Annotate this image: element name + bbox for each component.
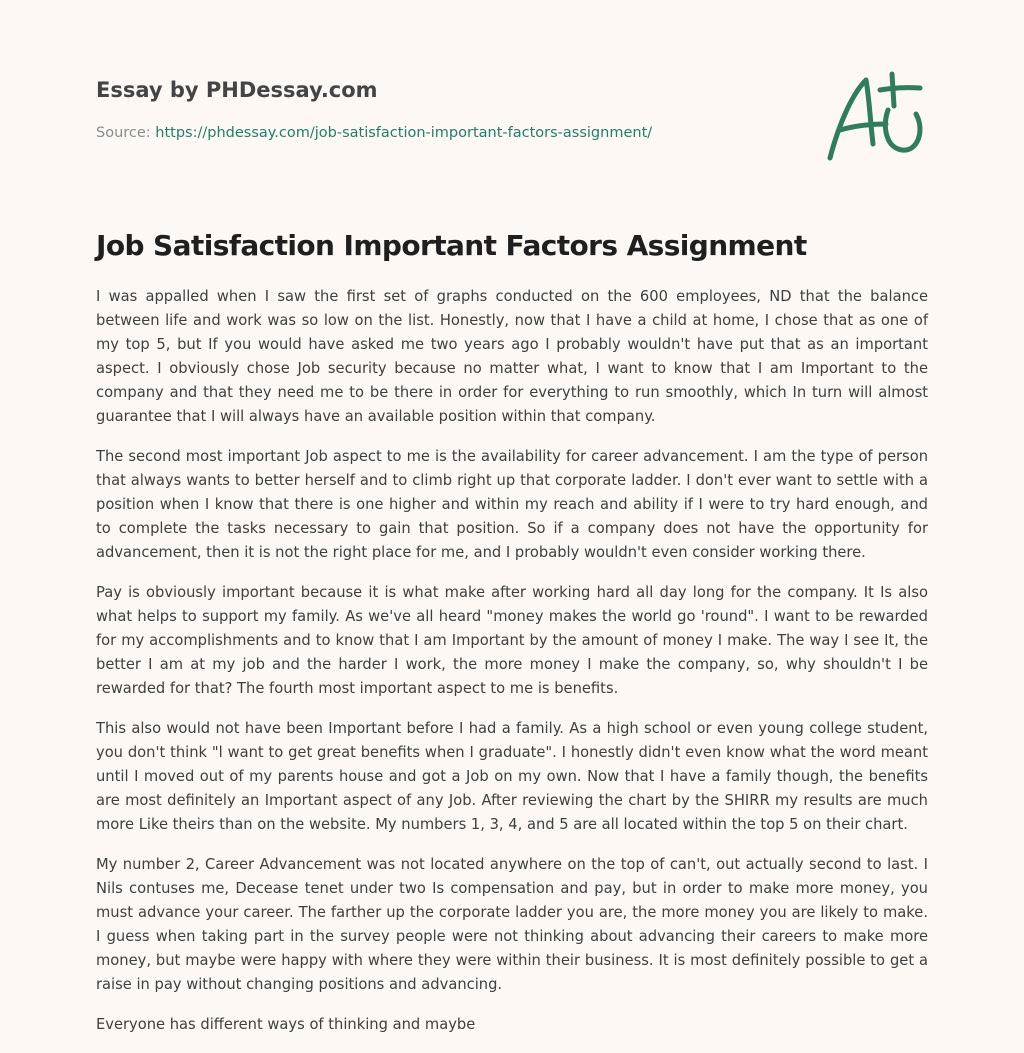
essay-paragraph: This also would not have been Important before I had a family. As a high school or even young college student, you don't think "l want to get great benefits when I graduate". I honestly didn't even know what the word meant until I moved out of my parents house and got a Job on my own. Now that I have a family though, the benefits are most definitely an Important aspect of any Job. After reviewing the chart by the SHIRR my results are much more Like theirs than on the website. My numbers 1, 3, 4, and 5 are all located within the top 5 on their chart. [96,720,928,833]
essay-paragraph: Pay is obviously important because it is what make after working hard all day long for the company. It Is also what helps to support my family. As we've all heard "money makes the world go 'round". I want to be rewarded for my accomplishments and to know that I am Important by the amount of money I make. The way I see It, the better I am at my job and the harder I work, the more money I make the company, so, why shouldn't I be rewarded for that? The fourth most important aspect to me is benefits. [96,584,928,697]
site-brand: Essay by PHDessay.com [96,78,378,102]
essay-header [96,76,796,141]
essay-paragraph: The second most important Job aspect to me is the availability for career advancement. I am the type of person that always wants to better herself and to climb right up that corporate ladder. I don't ever want to settle with a position when I know that there is one higher and within my reach and ability if I were to try hard enough, and to complete the tasks necessary to gain that position. So if a company does not have the opportunity for advancement, then it is not the right place for me, and I probably wouldn't even consider working there. [96,448,928,561]
essay-paragraph: Everyone has different ways of thinking and maybe [96,1016,476,1033]
source-label: Source: [96,125,156,141]
essay-paragraph: I was appalled when I saw the first set of graphs conducted on the 600 employees, ND that the balance between life and work was so low on the list. Honestly, now that I have a child at home, I chose that as one of my top 5, but If you would have asked me two years ago I probably wouldn't have put that as an important aspect. I obviously chose Job security because no matter what, I want to know that I am Important to the company and that they need me to be there in order for everything to run smoothly, which In turn will almost guarantee that I will always have an available position within that company. [96,288,928,425]
essay-title: Job Satisfaction Important Factors Assignment [96,229,807,262]
essay-body [96,285,928,1053]
source-link[interactable]: https://phdessay.com/job-satisfaction-important-factors-assignment/ [155,125,653,141]
a-plus-grade-icon [822,66,928,166]
essay-paragraph: My number 2, Career Advancement was not located anywhere on the top of can't, out actually second to last. I Nils contuses me, Decease tenet under two Is compensation and pay, but in order to make more money, you must advance your career. The farther up the corporate ladder you are, the more money you are likely to make. I guess when taking part in the survey people were not thinking about advancing their careers to make more money, but maybe were happy with where they were within their business. It is most definitely possible to get a raise in pay without changing positions and advancing. [96,856,928,993]
source-line [96,123,652,143]
